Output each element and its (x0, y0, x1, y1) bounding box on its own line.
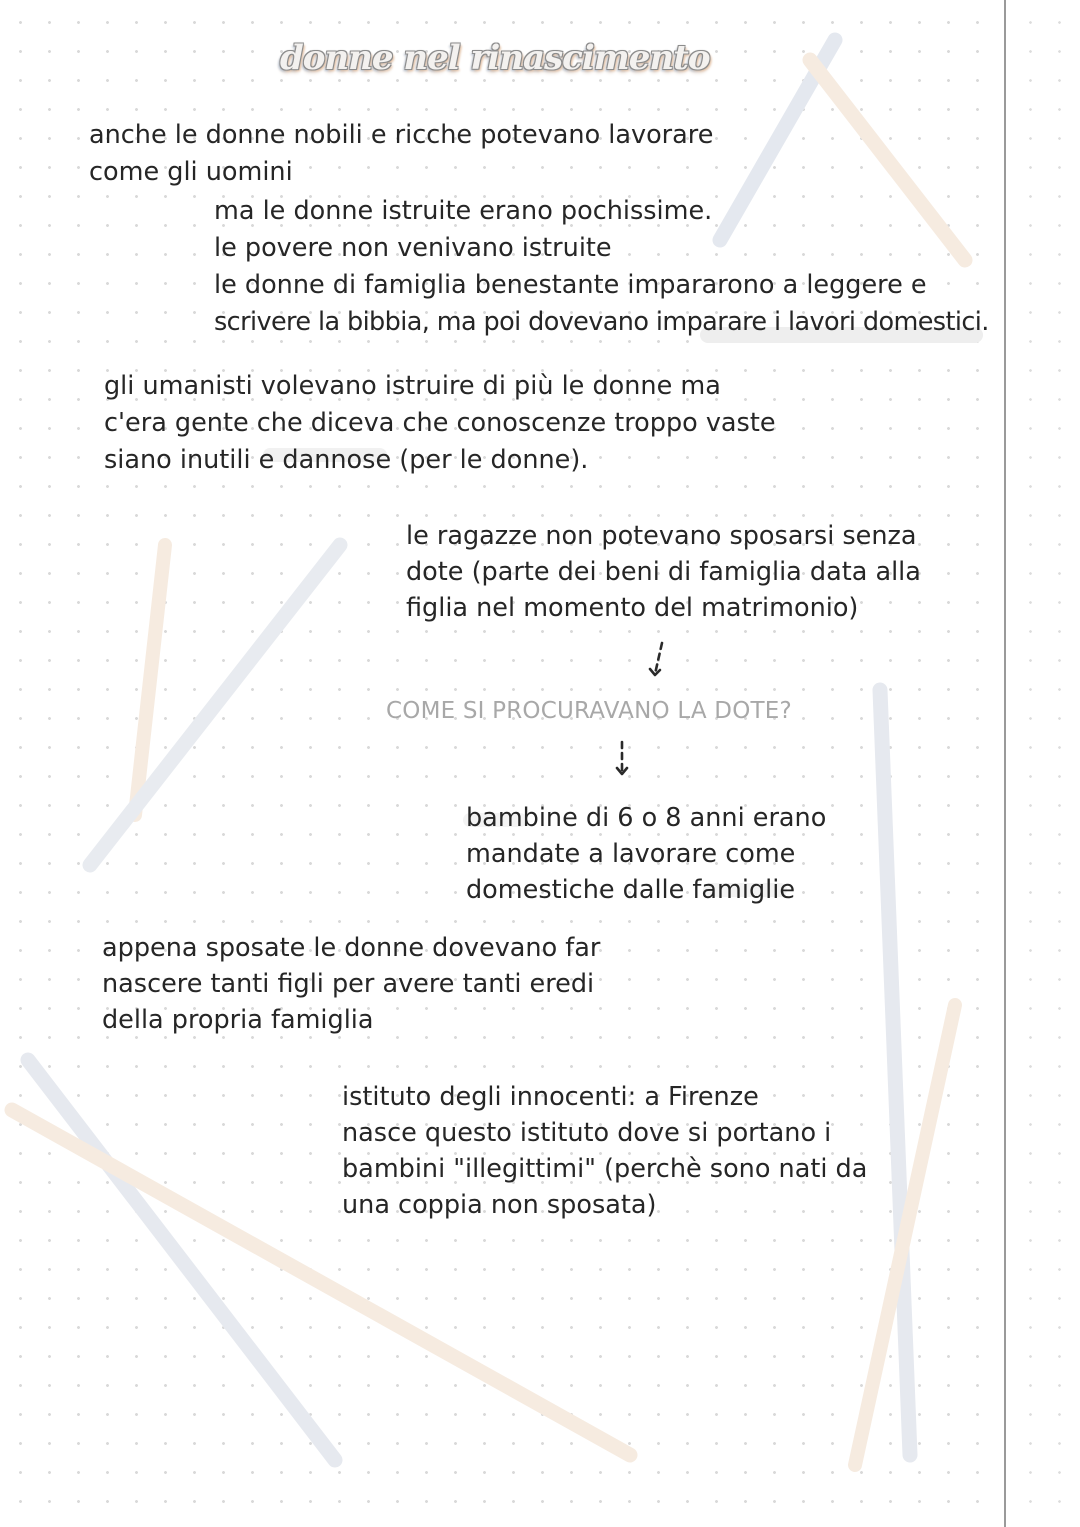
dashed-arrow-icon (646, 640, 670, 682)
note-humanists (104, 368, 776, 479)
note-line: mandate a lavorare come (466, 839, 796, 869)
note-line: le ragazze non potevano sposarsi senza (406, 521, 917, 551)
note-line: c'era gente che diceva che conoscenze troppo vaste (104, 408, 776, 438)
note-line: anche le donne nobili e ricche potevano lavorare (89, 120, 714, 150)
note-line: scrivere la bibbia, ma poi dovevano imparare i lavori domestici. (214, 307, 989, 337)
note-line: istituto degli innocenti: a Firenze (342, 1082, 759, 1112)
note-line: appena sposate le donne dovevano far (102, 933, 601, 963)
note-line: bambine di 6 o 8 anni erano (466, 803, 827, 833)
deco-stroke (90, 545, 340, 865)
note-line: bambini "illegittimi" (perchè sono nati da (342, 1154, 868, 1184)
question-heading: COME SI PROCURAVANO LA DOTE? (386, 698, 792, 724)
note-line: come gli uomini (89, 157, 293, 187)
note-line: nascere tanti figli per avere tanti eredi (102, 969, 595, 999)
note-education (214, 193, 989, 341)
dashed-arrow-icon (610, 738, 634, 780)
note-line: gli umanisti volevano istruire di più le donne ma (104, 371, 721, 401)
note-children (102, 930, 600, 1038)
note-line: le povere non venivano istruite (214, 233, 612, 263)
note-dowry (406, 518, 921, 626)
note-institute (342, 1079, 867, 1223)
note-line: le donne di famiglia benestante impararono a leggere e (214, 270, 927, 300)
note-line: siano inutili e dannose (per le donne). (104, 445, 589, 475)
note-line: una coppia non sposata) (342, 1190, 657, 1220)
note-servants (466, 800, 826, 908)
page-title: donne nel rinascimento (280, 38, 710, 78)
note-line: della propria famiglia (102, 1005, 374, 1035)
note-line: ma le donne istruite erano pochissime. (214, 196, 713, 226)
note-line: dote (parte dei beni di famiglia data alla (406, 557, 921, 587)
note-intro (89, 117, 713, 191)
note-line: nasce questo istituto dove si portano i (342, 1118, 832, 1148)
note-line: domestiche dalle famiglie (466, 875, 796, 905)
note-line: figlia nel momento del matrimonio) (406, 593, 859, 623)
